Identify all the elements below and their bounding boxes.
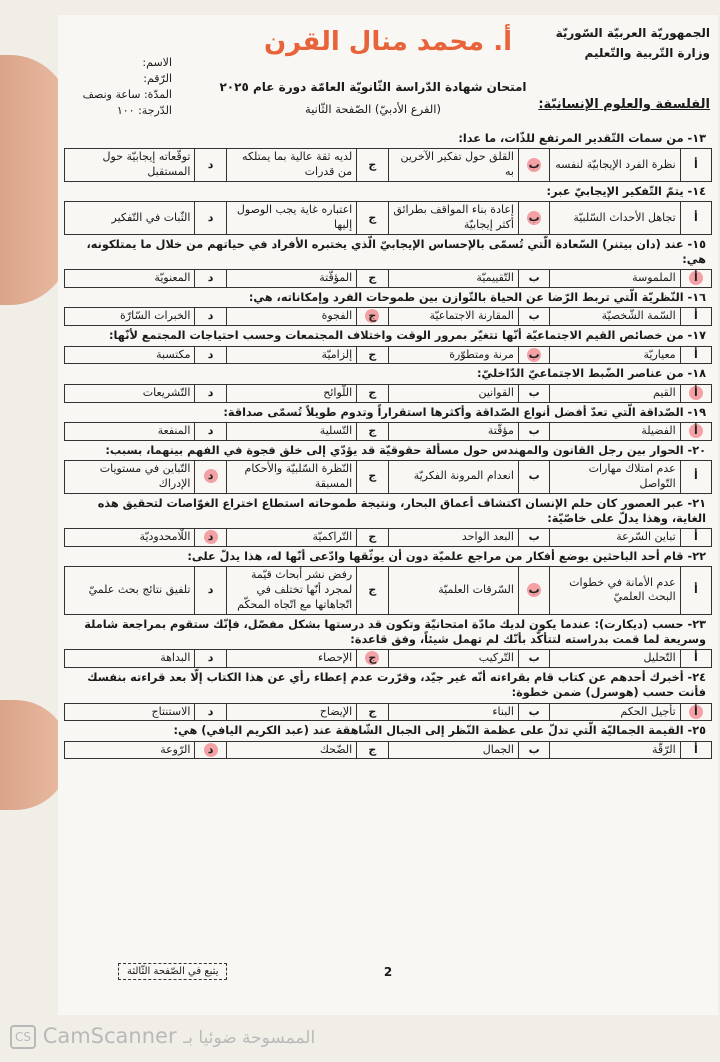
letter-label: ج	[368, 704, 377, 718]
option-text: اللّوائح	[226, 384, 356, 402]
option-letter	[518, 422, 549, 440]
question-text: ٢٣- حسب (ديكارت): عندما يكون لديك مادّة امتحانيّة وتكون قد درستها بشكل مفصّل، فإنّك ستقوم بمراجعة شاملة وسريعة لما قمت بدراسته لتتأكّد بأنّك لم تهمل شيئاً، وفق قاعدة:	[84, 617, 706, 646]
option-letter	[680, 346, 711, 364]
option-text: السّمة الشّخصيّة	[550, 308, 680, 326]
option-letter	[680, 270, 711, 288]
option-letter	[195, 703, 226, 721]
answer-mark: أ	[689, 424, 703, 438]
answer-mark: ب	[528, 210, 540, 224]
option-text: الخبرات السّارّة	[65, 308, 195, 326]
option-text: الفضيلة	[550, 422, 680, 440]
letter-label: أ	[693, 347, 698, 361]
option-text: الملموسة	[550, 270, 680, 288]
options-table	[64, 649, 712, 668]
option-letter	[195, 384, 226, 402]
letter-label: ب	[528, 271, 540, 285]
question-text: ٢١- عبر العصور كان حلم الإنسان اكتشاف أعماق البحار، ونتيجة طموحاته استطاع اختراع الغوّاصات لتحقيق هذه الغاية، وهذا يدلّ على خاصّيّة:	[97, 496, 706, 525]
exam-title: امتحان شهادة الدّراسة الثّانويّة العامّة دورة عام ٢٠٢٥	[219, 80, 527, 94]
option-text: البعد الواحد	[388, 529, 518, 547]
question-block	[64, 129, 712, 182]
letter-label: د	[207, 309, 214, 323]
option-text: لديه ثقة عالية بما يمتلكه من قدرات	[226, 149, 356, 182]
exam-header	[58, 15, 718, 130]
teacher-name: أ. محمد منال القرن	[263, 27, 512, 57]
option-letter	[357, 270, 388, 288]
option-letter	[680, 567, 711, 615]
camscanner-brand: CamScanner	[42, 1024, 177, 1048]
answer-mark: ب	[528, 582, 540, 596]
option-letter	[680, 422, 711, 440]
question-block	[64, 235, 712, 288]
option-text: التّشريعات	[65, 384, 195, 402]
letter-label: أ	[693, 742, 698, 756]
letter-label: ج	[368, 271, 377, 285]
question-block	[64, 441, 712, 494]
option-letter	[195, 567, 226, 615]
answer-mark: أ	[689, 271, 703, 285]
option-letter	[357, 567, 388, 615]
options-table	[64, 741, 712, 760]
field-name: الاسم:	[142, 56, 172, 69]
option-text: مؤقّتة	[388, 422, 518, 440]
letter-label: د	[207, 347, 214, 361]
question-text: ١٣- من سمات التّقدير المرتفع للذّات، ما عدا:	[458, 132, 706, 145]
options-table	[64, 384, 712, 403]
camscanner-logo: CS	[10, 1025, 36, 1049]
option-text: المقارنة الاجتماعيّة	[388, 308, 518, 326]
letter-label: ج	[368, 157, 377, 171]
option-text: السّرقات العلميّة	[388, 567, 518, 615]
letter-label: ب	[528, 704, 540, 718]
option-letter	[518, 703, 549, 721]
option-letter	[518, 741, 549, 759]
option-text: رفض نشر أبحاث قيّمة لمجرد أنّها تختلف في اتّجاهاتها مع اتّجاه المحكّم	[226, 567, 356, 615]
camscanner-watermark	[10, 1024, 710, 1054]
letter-label: أ	[693, 651, 698, 665]
option-text: إلزاميّة	[226, 346, 356, 364]
letter-label: د	[207, 157, 214, 171]
option-letter	[195, 422, 226, 440]
options-table	[64, 148, 712, 182]
option-letter	[357, 202, 388, 235]
option-letter	[195, 149, 226, 182]
field-number: الرّقم:	[143, 71, 172, 85]
option-letter	[195, 270, 226, 288]
question-block	[64, 494, 712, 547]
option-text: التّباين في مستويات الإدراك	[65, 460, 195, 493]
option-letter	[357, 460, 388, 493]
option-text: النّظرة السّلبيّة والأحكام المسبقة	[226, 460, 356, 493]
options-table	[64, 307, 712, 326]
option-text: انعدام المرونة الفكريّة	[388, 460, 518, 493]
option-letter	[518, 384, 549, 402]
option-letter	[680, 308, 711, 326]
option-letter	[518, 202, 549, 235]
option-letter	[680, 650, 711, 668]
letter-label: ج	[368, 469, 377, 483]
options-table	[64, 269, 712, 288]
option-letter	[357, 741, 388, 759]
question-text: ٢٠- الحوار بين رجل القانون والمهندس حول مسألة حقوقيّة قد يؤدّي إلى خلق فجوة في الفهم بينهما، بسبب:	[105, 443, 706, 457]
letter-label: ج	[368, 582, 377, 596]
letter-label: ج	[368, 530, 377, 544]
question-block	[64, 364, 712, 402]
option-letter	[195, 202, 226, 235]
option-letter	[195, 529, 226, 547]
letter-label: ج	[368, 742, 377, 756]
option-text: البناء	[388, 703, 518, 721]
options-table	[64, 201, 712, 235]
question-text: ١٧- من خصائص القيم الاجتماعيّة أنّها تتغيّر بمرور الوقت واختلاف المجتمعات وحسب احتياجات المجتمع لأنّها:	[109, 329, 706, 343]
option-text: الرّقّة	[550, 741, 680, 759]
answer-mark: د	[204, 743, 218, 757]
option-text: المعنويّة	[65, 270, 195, 288]
letter-label: أ	[693, 157, 698, 171]
question-block	[64, 721, 712, 759]
option-text: الجمال	[388, 741, 518, 759]
question-text: ١٥- عند (دان بيتنر) السّعادة الّتي تُسمّى بالإحساس الإيجابيّ الّذي يختبره الأفراد في حياتهم من خلال ما يمتلكونه، هي:	[86, 237, 706, 267]
option-text: التّركيب	[388, 650, 518, 668]
letter-label: أ	[693, 582, 698, 596]
question-block	[64, 547, 712, 615]
letter-label: د	[207, 423, 214, 437]
option-letter	[518, 149, 549, 182]
answer-mark: ج	[365, 309, 379, 323]
option-letter	[680, 741, 711, 759]
options-table	[64, 460, 712, 494]
option-letter	[518, 650, 549, 668]
letter-label: د	[207, 582, 214, 596]
option-letter	[680, 202, 711, 235]
option-letter	[518, 308, 549, 326]
option-text: مرنة ومتطوّرة	[388, 346, 518, 364]
question-block	[64, 615, 712, 668]
exam-title-block	[158, 77, 588, 119]
question-text: ٢٢- قام أحد الباحثين بوضع أفكار من مراجع علميّة دون أن يوثّقها وادّعى أنّها له، هذا يدلّ على:	[187, 549, 706, 563]
letter-label: د	[207, 385, 214, 399]
option-text: عدم الأمانة في خطوات البحث العلميّ	[550, 567, 680, 615]
letter-label: ج	[368, 385, 377, 399]
option-text: القيم	[550, 384, 680, 402]
option-letter	[357, 149, 388, 182]
option-text: الفجوة	[226, 308, 356, 326]
option-text: تأجيل الحكم	[550, 703, 680, 721]
option-text: الإحصاء	[226, 650, 356, 668]
option-letter	[357, 422, 388, 440]
option-letter	[357, 308, 388, 326]
option-letter	[518, 460, 549, 493]
option-text: اعتباره غاية يجب الوصول إليها	[226, 202, 356, 235]
field-duration: المدّة: ساعة ونصف	[82, 87, 172, 101]
options-table	[64, 422, 712, 441]
letter-label: ب	[528, 309, 540, 323]
option-text: الإيضاح	[226, 703, 356, 721]
subject-title: الفلسفة والعلوم الإنسانيّة:	[538, 97, 710, 112]
page-footer	[58, 957, 718, 1017]
answer-mark: د	[204, 469, 218, 483]
option-text: معياريّة	[550, 346, 680, 364]
question-text: ١٦- النّظريّة الّتي تربط الرّضا عن الحياة بالتّوازن بين طموحات الفرد وإمكاناته، هي:	[248, 291, 706, 305]
option-letter	[357, 529, 388, 547]
option-letter	[680, 703, 711, 721]
option-text: تلفيق نتائج بحث علميّ	[65, 567, 195, 615]
question-text: ٢٤- أخبرك أحدهم عن كتاب قام بقراءته أنّه غير جيّد، وقرّرت عدم إعطاء رأي عن هذا الكتاب إلّا بعد قراءته بنفسك فأنت حسب (هوسرل) ضمن خطوة:	[87, 671, 706, 700]
options-table	[64, 528, 712, 547]
question-block	[64, 326, 712, 364]
student-fields	[62, 55, 172, 119]
letter-label: ب	[528, 530, 540, 544]
option-text: إعادة بناء المواقف بطرائق أكثر إيجابيّة	[388, 202, 518, 235]
question-block	[64, 668, 712, 721]
answer-mark: أ	[689, 386, 703, 400]
option-text: نظرة الفرد الإيجابيّة لنفسه	[550, 149, 680, 182]
option-letter	[357, 703, 388, 721]
letter-label: د	[207, 271, 214, 285]
letter-label: ب	[528, 469, 540, 483]
letter-label: ج	[368, 210, 377, 224]
answer-mark: د	[204, 530, 218, 544]
option-text: تجاهل الأحداث السّلبيّة	[550, 202, 680, 235]
option-letter	[518, 346, 549, 364]
question-text: ١٩- الصّداقة الّتي تعدّ أفضل أنواع الصّداقة وأكثرها استقراراً وتدوم طويلاً تُسمّى صداقة:	[223, 405, 706, 419]
question-text: ١٤- يتمّ التّفكير الإيجابيّ عبر:	[546, 184, 706, 198]
option-letter	[518, 567, 549, 615]
letter-label: ج	[368, 423, 377, 437]
exam-paper	[58, 15, 718, 1015]
letter-label: أ	[693, 469, 698, 483]
camscanner-arabic: الممسوحة ضوئيا بـ	[183, 1028, 316, 1048]
letter-label: أ	[693, 530, 698, 544]
option-text: التّقييميّة	[388, 270, 518, 288]
option-text: البداهة	[65, 650, 195, 668]
option-text: اللّامحدوديّة	[65, 529, 195, 547]
option-text: الرّوعة	[65, 741, 195, 759]
option-text: المنفعة	[65, 422, 195, 440]
option-text: القلق حول تفكير الآخرين به	[388, 149, 518, 182]
letter-label: ب	[528, 423, 540, 437]
options-table	[64, 566, 712, 615]
letter-label: ب	[528, 385, 540, 399]
answer-mark: أ	[689, 705, 703, 719]
letter-label: د	[207, 704, 214, 718]
question-block	[64, 403, 712, 441]
option-letter	[195, 346, 226, 364]
option-text: الاستنتاج	[65, 703, 195, 721]
option-letter	[680, 460, 711, 493]
letter-label: ج	[368, 347, 377, 361]
option-text: التّراكميّة	[226, 529, 356, 547]
option-text: القوانين	[388, 384, 518, 402]
questions-list	[64, 129, 712, 759]
ministry-label: وزارة التّربية والتّعليم	[584, 46, 710, 61]
letter-label: أ	[693, 309, 698, 323]
question-text: ١٨- من عناصر الضّبط الاجتماعيّ الدّاخليّ:	[477, 367, 706, 381]
letter-label: ب	[528, 742, 540, 756]
option-letter	[680, 529, 711, 547]
option-letter	[518, 270, 549, 288]
page-number: 2	[383, 965, 393, 979]
option-text: مكتسبة	[65, 346, 195, 364]
letter-label: ب	[528, 651, 540, 665]
question-block	[64, 288, 712, 326]
question-block	[64, 182, 712, 235]
option-letter	[357, 384, 388, 402]
option-text: الثّبات في التّفكير	[65, 202, 195, 235]
option-letter	[195, 741, 226, 759]
letter-label: د	[207, 210, 214, 224]
branch-page: (الفرع الأدبيّ) الصّفحة الثّانية	[305, 101, 441, 116]
option-letter	[195, 460, 226, 493]
republic-label: الجمهوريّة العربيّة السّوريّة	[555, 26, 710, 40]
options-table	[64, 703, 712, 722]
options-table	[64, 346, 712, 365]
option-letter	[357, 650, 388, 668]
option-text: عدم امتلاك مهارات التّواصل	[550, 460, 680, 493]
option-letter	[195, 650, 226, 668]
option-text: توقّعاته إيجابيّة حول المستقبل	[65, 149, 195, 182]
option-letter	[357, 346, 388, 364]
option-text: تباين السّرعة	[550, 529, 680, 547]
option-text: المؤقّتة	[226, 270, 356, 288]
answer-mark: ب	[528, 347, 540, 361]
field-grade: الدّرجة: ١٠٠	[116, 103, 172, 117]
next-page-note: يتبع في الصّفحة الثّالثة	[118, 963, 227, 980]
answer-mark: ج	[365, 651, 379, 665]
option-letter	[680, 384, 711, 402]
option-text: التّسلية	[226, 422, 356, 440]
question-text: ٢٥- القيمة الجماليّة الّتي تدلّ على عظمة النّظر إلى الجبال الشّاهقة عند (عبد الكريم اليافي) هي:	[173, 724, 706, 738]
option-letter	[195, 308, 226, 326]
answer-mark: ب	[528, 157, 540, 171]
option-letter	[518, 529, 549, 547]
letter-label: أ	[693, 210, 698, 224]
option-text: التّحليل	[550, 650, 680, 668]
option-text: الضّحك	[226, 741, 356, 759]
letter-label: د	[207, 651, 214, 665]
option-letter	[680, 149, 711, 182]
